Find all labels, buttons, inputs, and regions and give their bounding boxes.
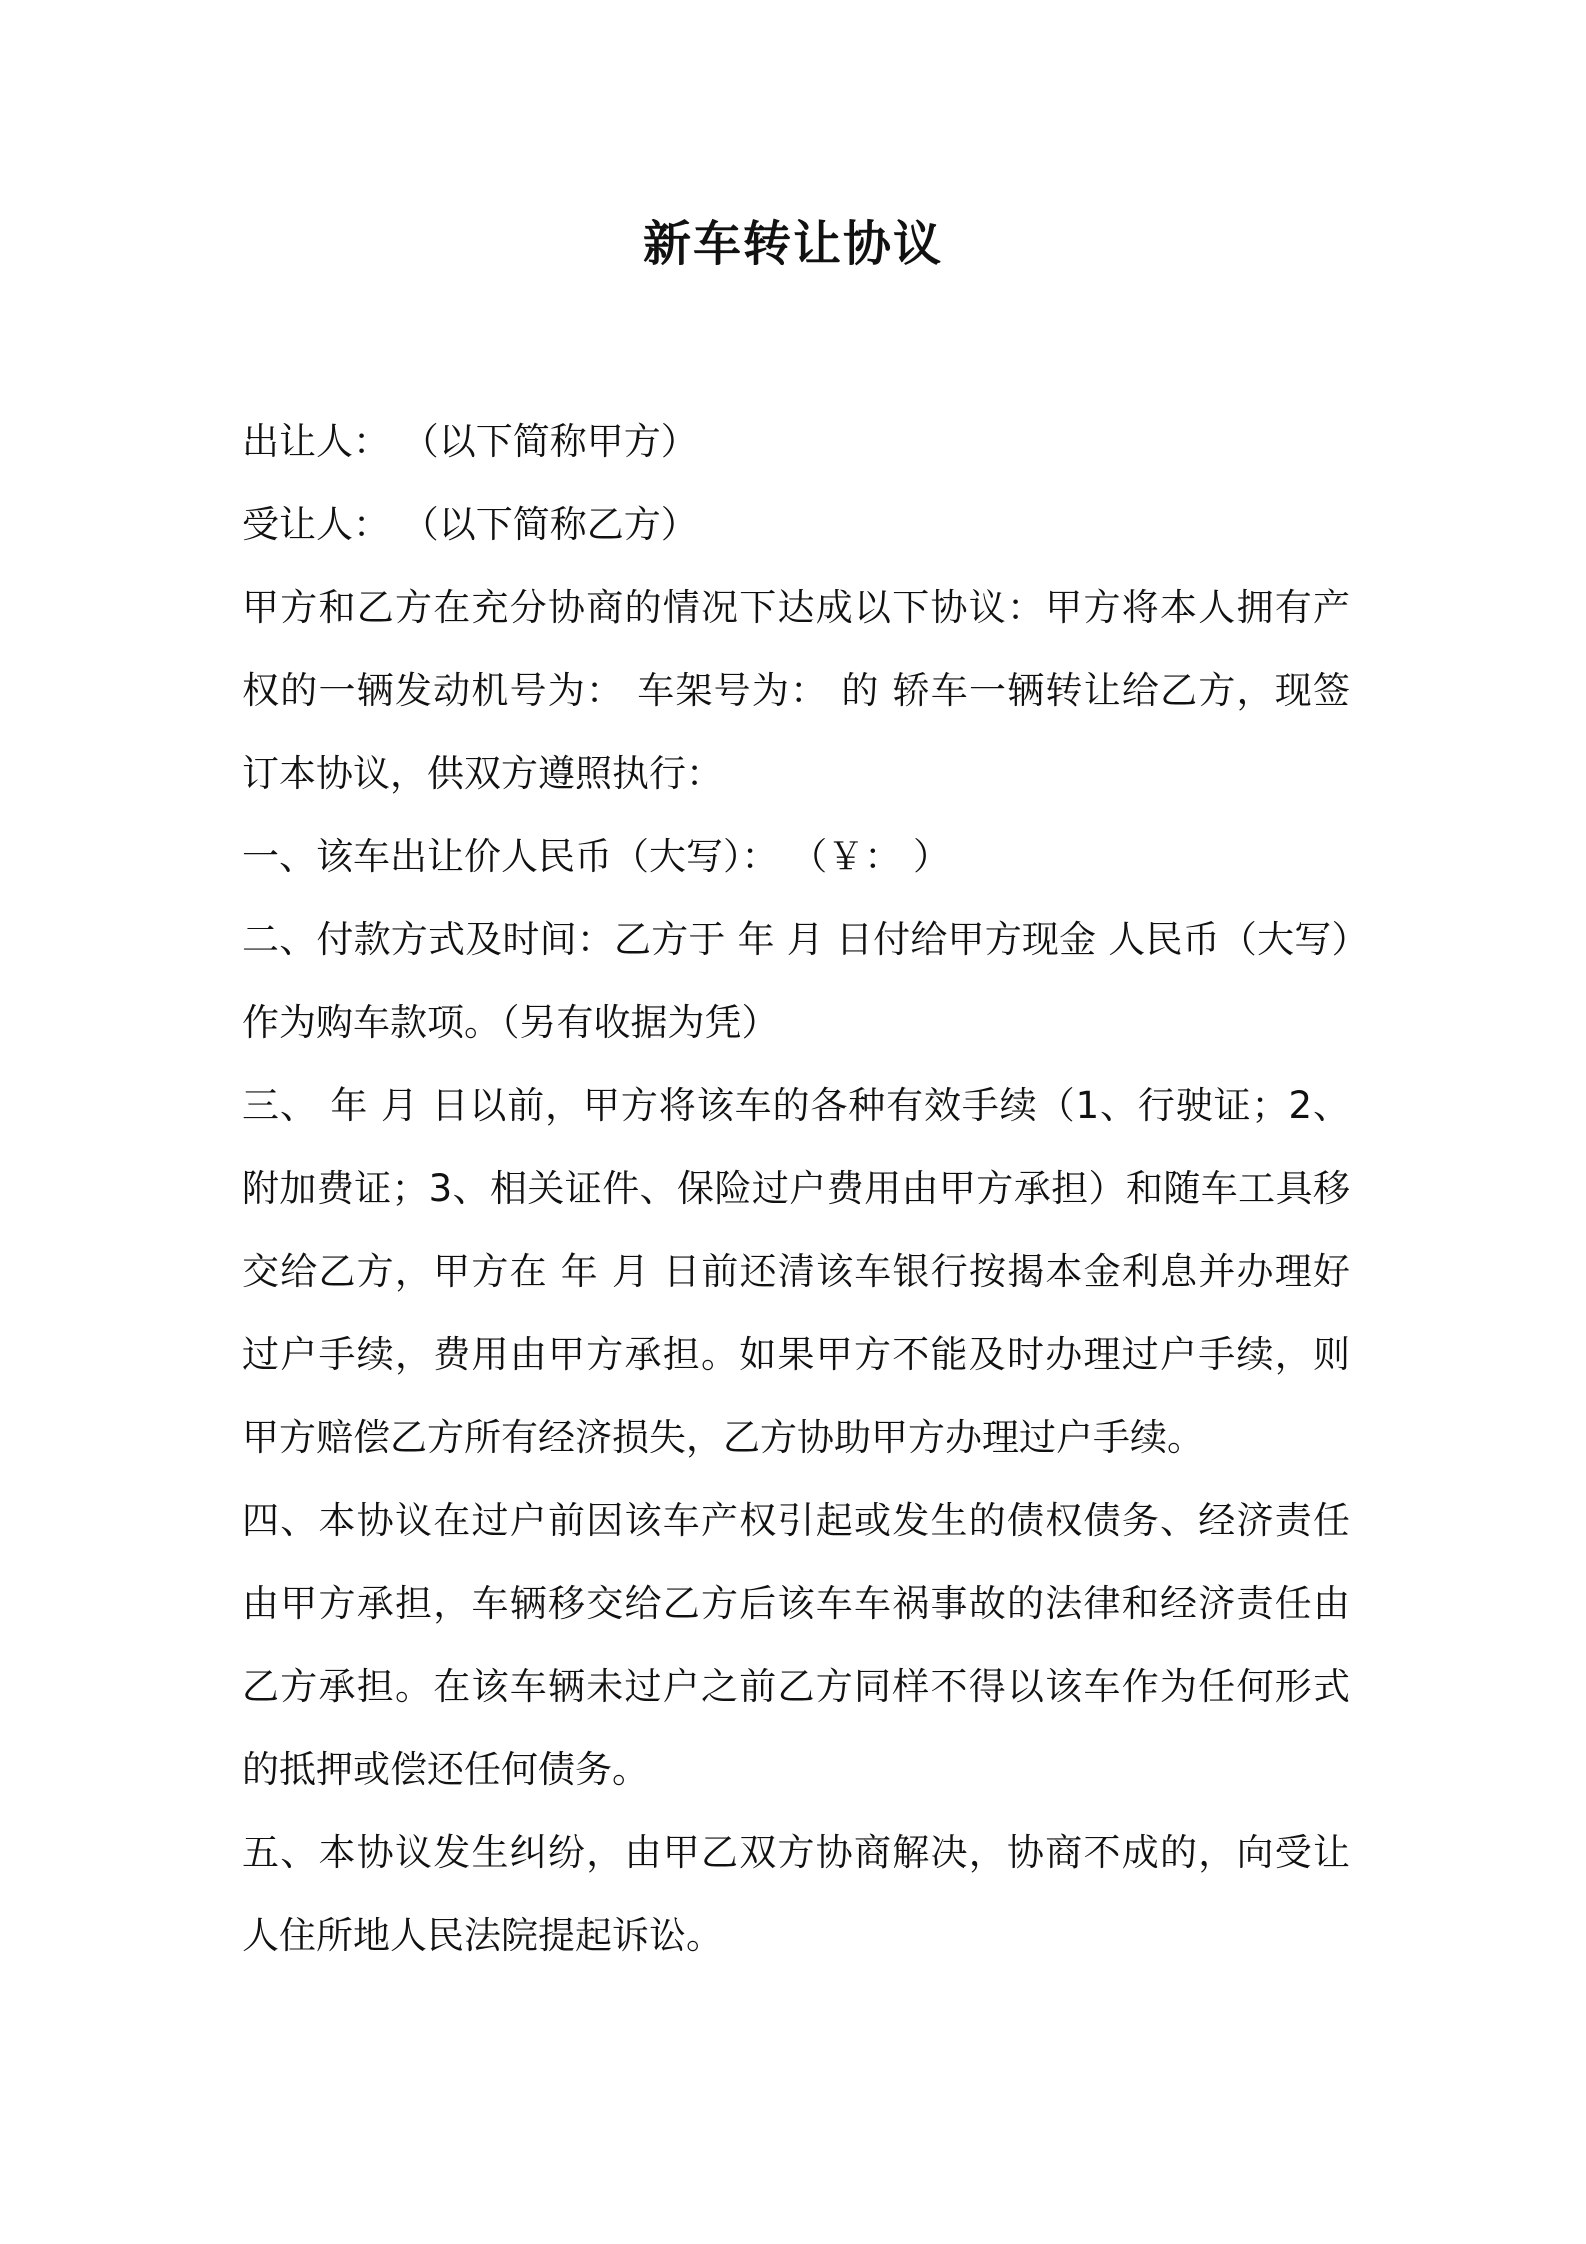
paragraph-intro: 甲方和乙方在充分协商的情况下达成以下协议：甲方将本人拥有产权的一辆发动机号为： 车架号为： 的 轿车一辆转让给乙方，现签订本协议，供双方遵照执行：: [242, 586, 1350, 795]
paragraph-clause-2: 二、付款方式及时间：乙方于 年 月 日付给甲方现金 人民币（大写）作为购车款项。（另有收据为凭）: [242, 918, 1350, 1044]
paragraph-clause-1: 一、该车出让价人民币（大写）： （￥： ）: [242, 835, 951, 878]
paragraph-transferor: 出让人： （以下简称甲方）: [242, 420, 698, 463]
paragraph-clause-4: 四、本协议在过户前因该车产权引起或发生的债权债务、经济责任由甲方承担，车辆移交给乙方后该车车祸事故的法律和经济责任由乙方承担。在该车辆未过户之前乙方同样不得以该车作为任何形式的抵押或偿还任何债务。: [242, 1499, 1350, 1791]
paragraph-clause-3: 三、 年 月 日以前，甲方将该车的各种有效手续（1、行驶证；2、附加费证；3、相关证件、保险过户费用由甲方承担）和随车工具移交给乙方，甲方在 年 月 日前还清该车银行按揭本金利息并办理好过户手续，费用由甲方承担。如果甲方不能及时办理过户手续，则甲方赔偿乙方所有经济损失，乙方协助甲方办理过户手续。: [242, 1084, 1350, 1459]
document-title: 新车转让协议: [642, 216, 943, 272]
document-body: [242, 400, 1350, 1977]
paragraph-transferee: 受让人： （以下简称乙方）: [242, 503, 698, 546]
paragraph-clause-5: 五、本协议发生纠纷，由甲乙双方协商解决，协商不成的，向受让人住所地人民法院提起诉讼。: [242, 1831, 1350, 1957]
